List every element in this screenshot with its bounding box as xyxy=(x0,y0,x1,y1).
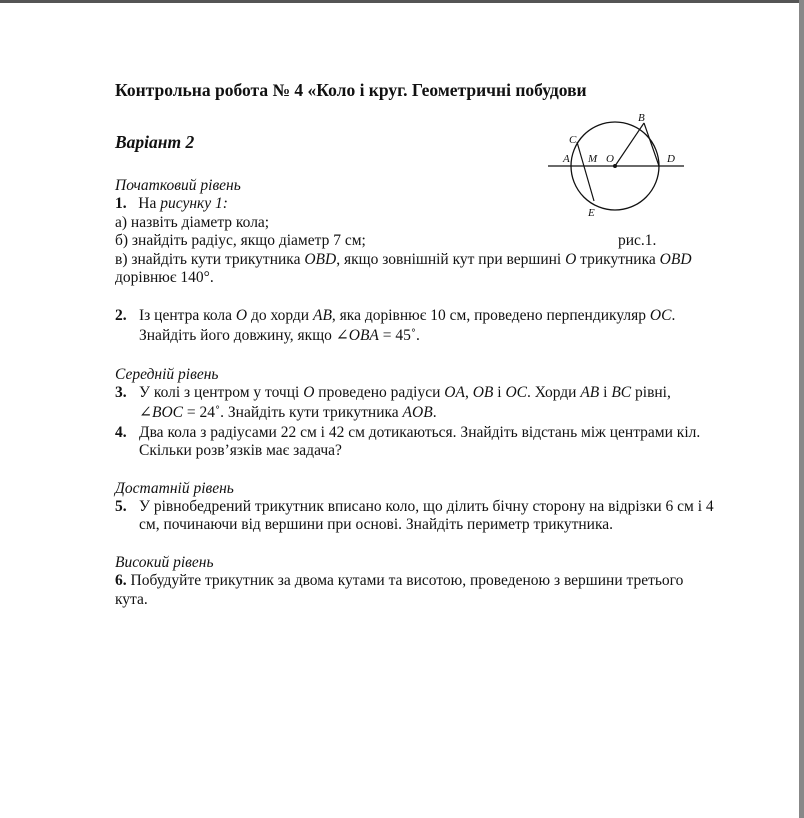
label-D: D xyxy=(667,153,675,165)
task-5-line-2: см, починаючи від вершини при основі. Знайдіть периметр трикутника. xyxy=(139,516,614,533)
task-3-var: OA xyxy=(444,384,465,401)
task-1-c xyxy=(115,251,692,269)
label-B: B xyxy=(638,112,645,124)
task-1-c-text: в) знайдіть кути трикутника xyxy=(115,251,305,268)
task-2-var: O xyxy=(235,307,248,324)
task-2-text: до хорди xyxy=(247,307,313,324)
task-1-intro: На xyxy=(138,195,161,212)
task-1-a: а) назвіть діаметр кола; xyxy=(115,214,270,231)
figure-caption: рис.1. xyxy=(618,232,657,249)
task-2-text: = 45˚. xyxy=(378,327,420,344)
task-5-number: 5. xyxy=(115,498,127,515)
label-E: E xyxy=(588,207,595,219)
task-1-b: б) знайдіть радіус, якщо діаметр 7 см; xyxy=(115,232,366,249)
task-3-var: AOB xyxy=(402,404,433,421)
task-2-angle: ∠OBA xyxy=(335,327,379,344)
task-3-text: . Хорди xyxy=(527,384,581,401)
task-1-c-text: , якщо зовнішній кут при вершині xyxy=(336,251,566,268)
level-initial: Початковий рівень xyxy=(115,177,241,194)
task-1-figure-ref: рисунку 1: xyxy=(160,195,228,212)
label-A: A xyxy=(563,153,570,165)
task-2-line-2 xyxy=(139,327,420,345)
level-sufficient: Достатній рівень xyxy=(115,480,234,497)
task-2-text: Знайдіть його довжину, якщо xyxy=(139,327,336,344)
level-high: Високий рівень xyxy=(115,554,214,571)
label-C: C xyxy=(569,134,577,146)
task-2-text: Із центра кола xyxy=(139,307,236,324)
task-3-text: = 24˚. Знайдіть кути трикутника xyxy=(183,404,403,421)
task-3-var: OB xyxy=(472,384,494,401)
task-3-var: OC xyxy=(505,384,527,401)
task-1-c-vertex: O xyxy=(565,251,577,268)
task-2-line-1 xyxy=(139,307,675,325)
scrollbar[interactable] xyxy=(799,0,804,818)
task-3-var: O xyxy=(303,384,315,401)
task-6-line-1 xyxy=(115,572,683,590)
task-2-text: , яка дорівнює 10 см, проведено перпендикуляр xyxy=(331,307,650,324)
label-O: O xyxy=(606,153,614,165)
task-1-c-triangle: OBD xyxy=(659,251,692,268)
window-top-border xyxy=(0,0,804,3)
task-3-var: BC xyxy=(611,384,632,401)
task-3-line-2 xyxy=(139,404,437,422)
document-title: Контрольна робота № 4 «Коло і круг. Геометричні побудови xyxy=(115,80,587,100)
task-3-line-1 xyxy=(139,384,671,402)
task-3-text: У колі з центром у точці xyxy=(139,384,304,401)
task-6-line-2: кута. xyxy=(115,591,148,608)
task-3-number: 3. xyxy=(115,384,127,401)
task-5-line-1: У рівнобедрений трикутник вписано коло, що ділить бічну сторону на відрізки 6 см і 4 xyxy=(139,498,714,515)
task-3-angle: ∠BOC xyxy=(139,404,183,421)
label-M: M xyxy=(588,153,598,165)
task-2-number: 2. xyxy=(115,307,127,324)
task-1-line-1 xyxy=(115,195,228,213)
task-4-number: 4. xyxy=(115,424,127,441)
task-1-c-triangle: OBD xyxy=(304,251,337,268)
figure-1-circle xyxy=(540,108,690,220)
task-3-text: рівні, xyxy=(631,384,671,401)
task-4-line-2: Скільки розв’язків має задача? xyxy=(139,442,342,459)
task-1-c-line-2: дорівнює 140°. xyxy=(115,269,214,286)
task-3-text: . xyxy=(432,404,437,421)
task-6-text: Побудуйте трикутник за двома кутами та висотою, проведеною з вершини третього xyxy=(126,572,684,589)
task-1-number: 1. xyxy=(115,195,127,212)
task-1-c-text: трикутника xyxy=(576,251,660,268)
task-6-number: 6. xyxy=(115,572,127,589)
level-middle: Середній рівень xyxy=(115,366,219,383)
task-2-var: AB xyxy=(312,307,332,324)
task-3-text: проведено радіуси xyxy=(314,384,445,401)
variant-heading: Варіант 2 xyxy=(115,132,195,152)
task-4-line-1: Два кола з радіусами 22 см і 42 см дотикаються. Знайдіть відстань між центрами кіл. xyxy=(139,424,701,441)
task-2-var: OC xyxy=(649,307,672,324)
task-3-text: і xyxy=(493,384,506,401)
task-2-text: . xyxy=(671,307,676,324)
task-3-text: і xyxy=(599,384,612,401)
task-3-var: AB xyxy=(580,384,600,401)
task-3-text: , xyxy=(464,384,473,401)
